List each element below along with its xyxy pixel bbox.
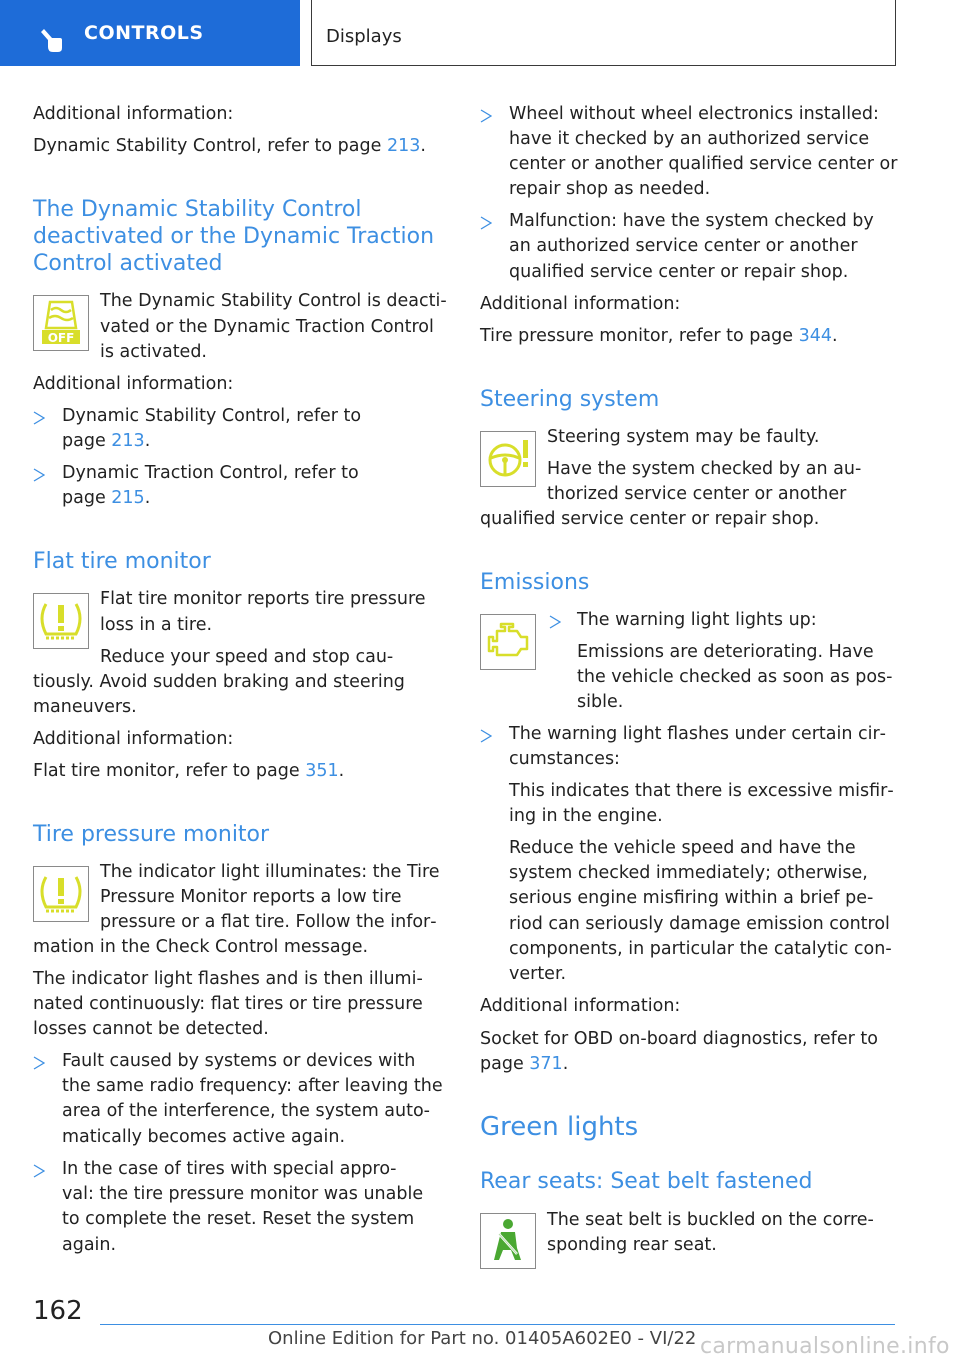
tire-pressure-warning-icon [33,866,89,922]
list-item: the vehicle checked as soon as pos‐ [577,667,893,687]
bullet-triangle-icon [33,1056,45,1070]
section-tab [0,0,300,66]
section-heading: Rear seats: Seat belt fastened [480,1169,813,1194]
list-item: area of the interference, the system auto‐ [62,1101,430,1121]
bullet-triangle-icon [33,411,45,425]
list-item: to complete the reset. Reset the system [62,1209,415,1229]
page-link[interactable]: 213 [386,136,421,156]
section-heading: deactivated or the Dynamic Traction [33,224,435,249]
list-item: an authorized service center or another [509,236,858,256]
paragraph: mation in the Check Control message. [33,937,369,957]
list-item: Fault caused by systems or devices with [62,1051,416,1071]
svg-text:OFF: OFF [47,331,75,345]
list-item: components, in particular the catalytic con‐ [509,939,892,959]
list-item: The warning light lights up: [577,610,817,630]
paragraph: tiously. Avoid sudden braking and steering [33,672,405,692]
paragraph: Additional information: [480,294,681,314]
paragraph: maneuvers. [33,697,137,717]
list-item: page 213. [62,431,151,451]
paragraph: The indicator light flashes and is then illumi‐ [33,969,423,989]
paragraph: Additional information: [33,104,234,124]
paragraph: Additional information: [33,729,234,749]
list-item: serious engine misfiring within a brief pe‐ [509,888,874,908]
hand-pointer-icon [38,27,64,53]
section-title: Displays [326,26,402,47]
paragraph: Pressure Monitor reports a low tire [100,887,402,907]
section-heading: Emissions [480,570,590,595]
bullet-triangle-icon [33,1164,45,1178]
paragraph: is activated. [100,342,207,362]
seat-belt-icon [480,1213,536,1269]
steering-warning-icon [480,431,536,487]
list-item: In the case of tires with special appro‐ [62,1159,397,1179]
page-link[interactable]: 213 [111,431,145,451]
list-item: val: the tire pressure monitor was unable [62,1184,424,1204]
list-item: Malfunction: have the system checked by [509,211,874,231]
paragraph: The seat belt is buckled on the corre‐ [547,1210,874,1230]
paragraph: Tire pressure monitor, refer to page 344. [480,326,838,346]
bullet-triangle-icon [480,109,492,123]
page-link[interactable]: 215 [111,488,145,508]
dsc-off-icon [33,295,89,351]
paragraph: losses cannot be detected. [33,1019,269,1039]
list-item: page 215. [62,488,151,508]
watermark: carmanualsonline.info [700,1334,950,1359]
paragraph: Flat tire monitor reports tire pressure [100,589,426,609]
paragraph: thorized service center or another [547,484,847,504]
paragraph: nated continuously: flat tires or tire pressure [33,994,423,1014]
list-item: have it checked by an authorized service [509,129,870,149]
list-item: sible. [577,692,624,712]
list-item: Dynamic Stability Control, refer to [62,406,362,426]
list-item: Emissions are deteriorating. Have [577,642,874,662]
section-heading: Control activated [33,251,223,276]
tire-pressure-warning-icon [33,593,89,649]
list-item: Reduce the vehicle speed and have the [509,838,856,858]
page-link[interactable]: 351 [305,761,339,781]
section-heading: Flat tire monitor [33,549,211,574]
bullet-triangle-icon [33,468,45,482]
paragraph: Socket for OBD on-board diagnostics, refer to [480,1029,878,1049]
list-item: matically becomes active again. [62,1127,346,1147]
paragraph: Additional information: [33,374,234,394]
list-item: This indicates that there is excessive misfir‐ [509,781,894,801]
list-item: verter. [509,964,567,984]
list-item: center or another qualified service center or [509,154,898,174]
section-heading: Tire pressure monitor [33,822,270,847]
list-item: the same radio frequency: after leaving the [62,1076,443,1096]
list-item: ing in the engine. [509,806,663,826]
bullet-triangle-icon [480,729,492,743]
paragraph: The indicator light illuminates: the Tire [100,862,440,882]
list-item: Dynamic Traction Control, refer to [62,463,359,483]
edition-footer: Online Edition for Part no. 01405A602E0 - VI/22 [268,1328,697,1349]
paragraph: vated or the Dynamic Traction Control [100,317,434,337]
section-heading: Steering system [480,387,660,412]
paragraph: The Dynamic Stability Control is deacti‐ [100,291,447,311]
paragraph: page 371. [480,1054,569,1074]
bullet-triangle-icon [549,615,561,629]
paragraph: Reduce your speed and stop cau‐ [100,647,394,667]
paragraph: qualified service center or repair shop. [480,509,820,529]
paragraph: Flat tire monitor, refer to page 351. [33,761,345,781]
section-tab-label: CONTROLS [84,22,204,44]
paragraph: sponding rear seat. [547,1235,717,1255]
list-item: system checked immediately; otherwise, [509,863,868,883]
list-item: repair shop as needed. [509,179,711,199]
page-number: 162 [33,1296,83,1326]
paragraph: Dynamic Stability Control, refer to page 213. [33,136,426,156]
list-item: cumstances: [509,749,620,769]
paragraph: loss in a tire. [100,615,213,635]
list-item: The warning light flashes under certain cir‐ [509,724,886,744]
list-item: riod can seriously damage emission control [509,914,890,934]
page-link[interactable]: 344 [798,326,832,346]
chapter-heading: Green lights [480,1112,639,1142]
list-item: qualified service center or repair shop. [509,262,849,282]
footer-divider [100,1324,895,1325]
list-item: Wheel without wheel electronics installed: [509,104,879,124]
bullet-triangle-icon [480,216,492,230]
paragraph: pressure or a flat tire. Follow the infor‐ [100,912,437,932]
list-item: again. [62,1235,117,1255]
check-engine-icon [480,614,536,670]
paragraph: Additional information: [480,996,681,1016]
section-heading: The Dynamic Stability Control [33,197,362,222]
section-title-box [311,0,896,66]
paragraph: Steering system may be faulty. [547,427,820,447]
page-link[interactable]: 371 [529,1054,563,1074]
paragraph: Have the system checked by an au‐ [547,459,862,479]
